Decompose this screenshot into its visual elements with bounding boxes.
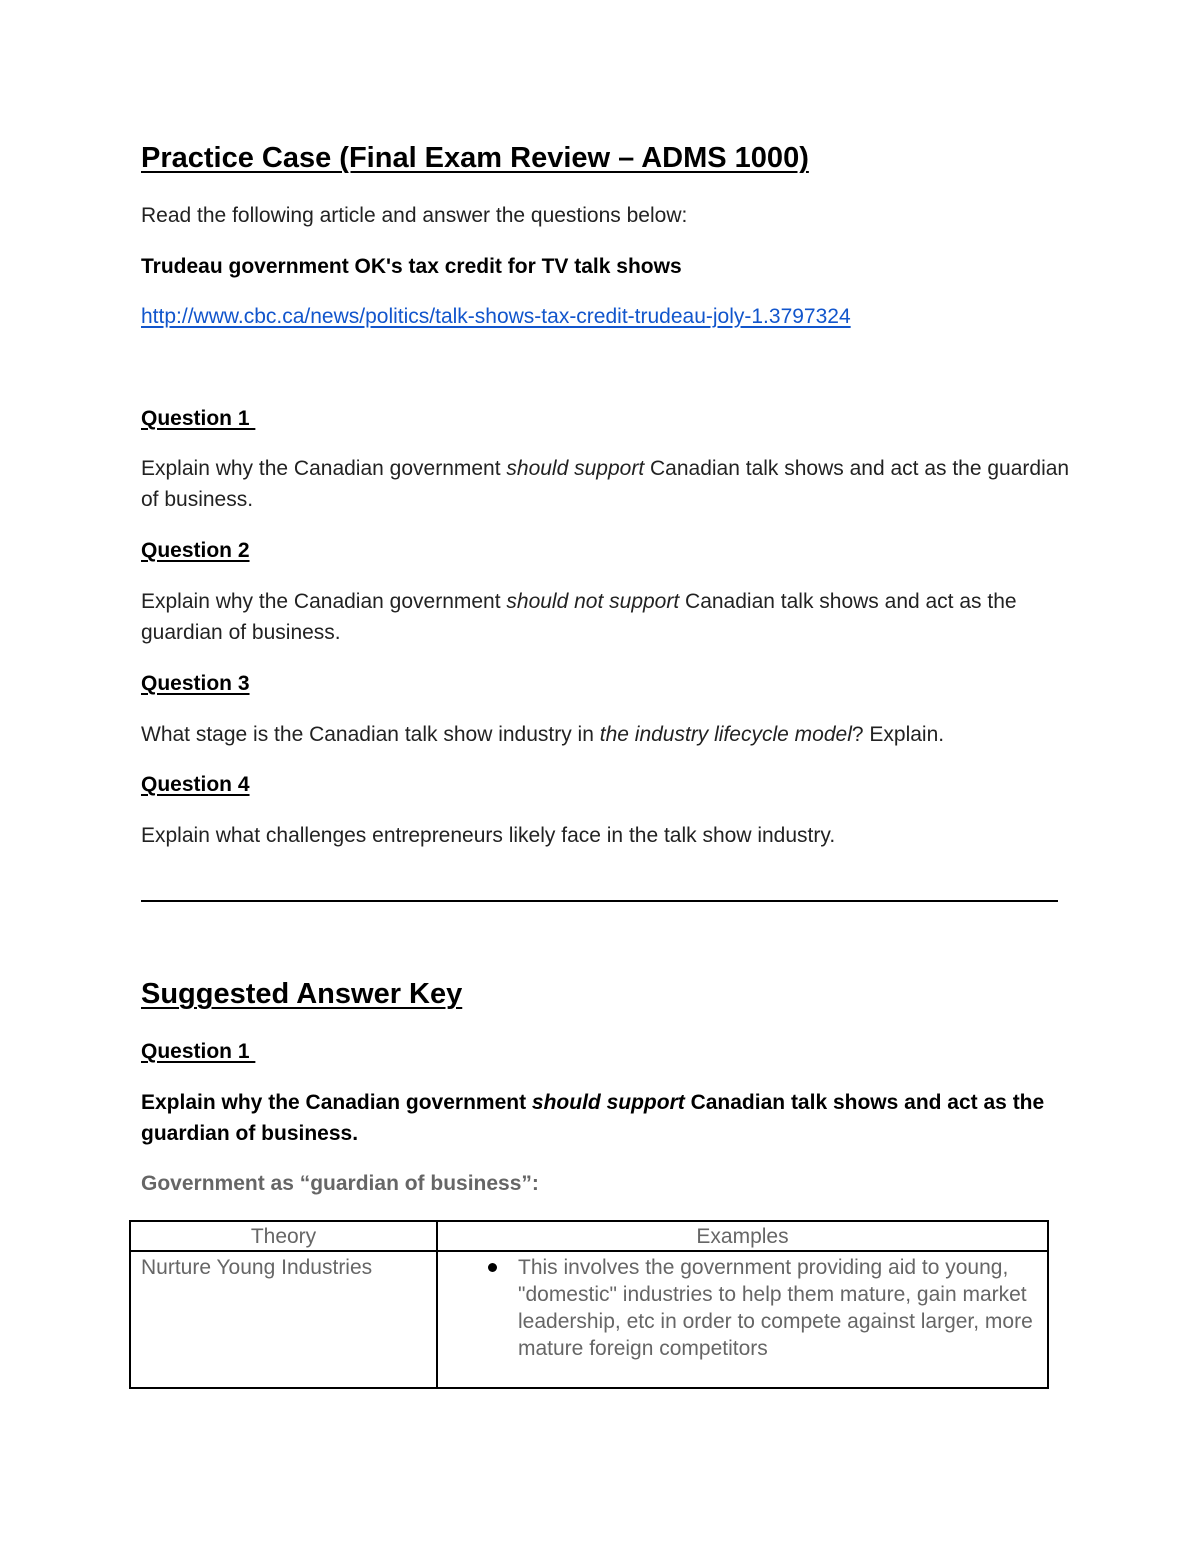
question-1-text <box>141 453 1071 515</box>
article-link[interactable]: http://www.cbc.ca/news/politics/talk-shows-tax-credit-trudeau-joly-1.3797324 <box>141 305 851 328</box>
question-3-emphasis: the industry lifecycle model <box>599 723 852 746</box>
table-row <box>130 1251 1048 1388</box>
article-title: Trudeau government OK's tax credit for TV talk shows <box>141 255 682 278</box>
bullet-icon <box>488 1263 497 1272</box>
question-2-emphasis: should not support <box>506 590 680 613</box>
table-header-row <box>130 1221 1048 1251</box>
question-3-text-before: What stage is the Canadian talk show industry in <box>141 723 600 746</box>
table-cell-examples <box>437 1251 1048 1388</box>
table-cell-theory: Nurture Young Industries <box>130 1251 437 1388</box>
question-3-text <box>141 719 944 750</box>
list-item <box>518 1254 1037 1362</box>
answer-subheading: Government as “guardian of business”: <box>141 1172 539 1195</box>
answer-prompt-emphasis: should support <box>531 1091 685 1114</box>
page-title: Practice Case (Final Exam Review – ADMS 1000) <box>141 142 809 174</box>
example-text: This involves the government providing aid to young, "domestic" industries to help them mature, gain market leadership, etc in order to compete against larger, more mature foreign competitors <box>518 1256 1033 1360</box>
question-3-heading: Question 3 <box>141 672 250 695</box>
question-2-heading: Question 2 <box>141 539 250 562</box>
question-1-text-before: Explain why the Canadian government <box>141 457 507 480</box>
question-2-text-before: Explain why the Canadian government <box>141 590 507 613</box>
table-header-theory: Theory <box>130 1221 437 1251</box>
question-4-heading: Question 4 <box>141 773 250 796</box>
question-1-emphasis: should support <box>506 457 645 480</box>
answer-table <box>129 1220 1049 1389</box>
question-1-text-after: Canadian talk shows and act as the guardian of business. <box>141 457 1070 511</box>
answer-key-title: Suggested Answer Key <box>141 978 463 1010</box>
question-4-text: Explain what challenges entrepreneurs likely face in the talk show industry. <box>141 824 836 847</box>
question-2-text-after: Canadian talk shows and act as the guardian of business. <box>141 590 1017 644</box>
answer-prompt-before: Explain why the Canadian government <box>141 1091 532 1114</box>
question-2-text <box>141 586 1071 648</box>
question-1-heading: Question 1 <box>141 407 256 430</box>
examples-list <box>448 1254 1037 1362</box>
section-divider <box>141 900 1058 902</box>
question-3-text-after: ? Explain. <box>851 723 945 746</box>
answer-question-1-heading: Question 1 <box>141 1040 256 1063</box>
answer-question-1-prompt <box>141 1087 1071 1149</box>
intro-text: Read the following article and answer the questions below: <box>141 204 688 227</box>
table-header-examples: Examples <box>437 1221 1048 1251</box>
answer-prompt-after: Canadian talk shows and act as the guardian of business. <box>141 1091 1045 1145</box>
